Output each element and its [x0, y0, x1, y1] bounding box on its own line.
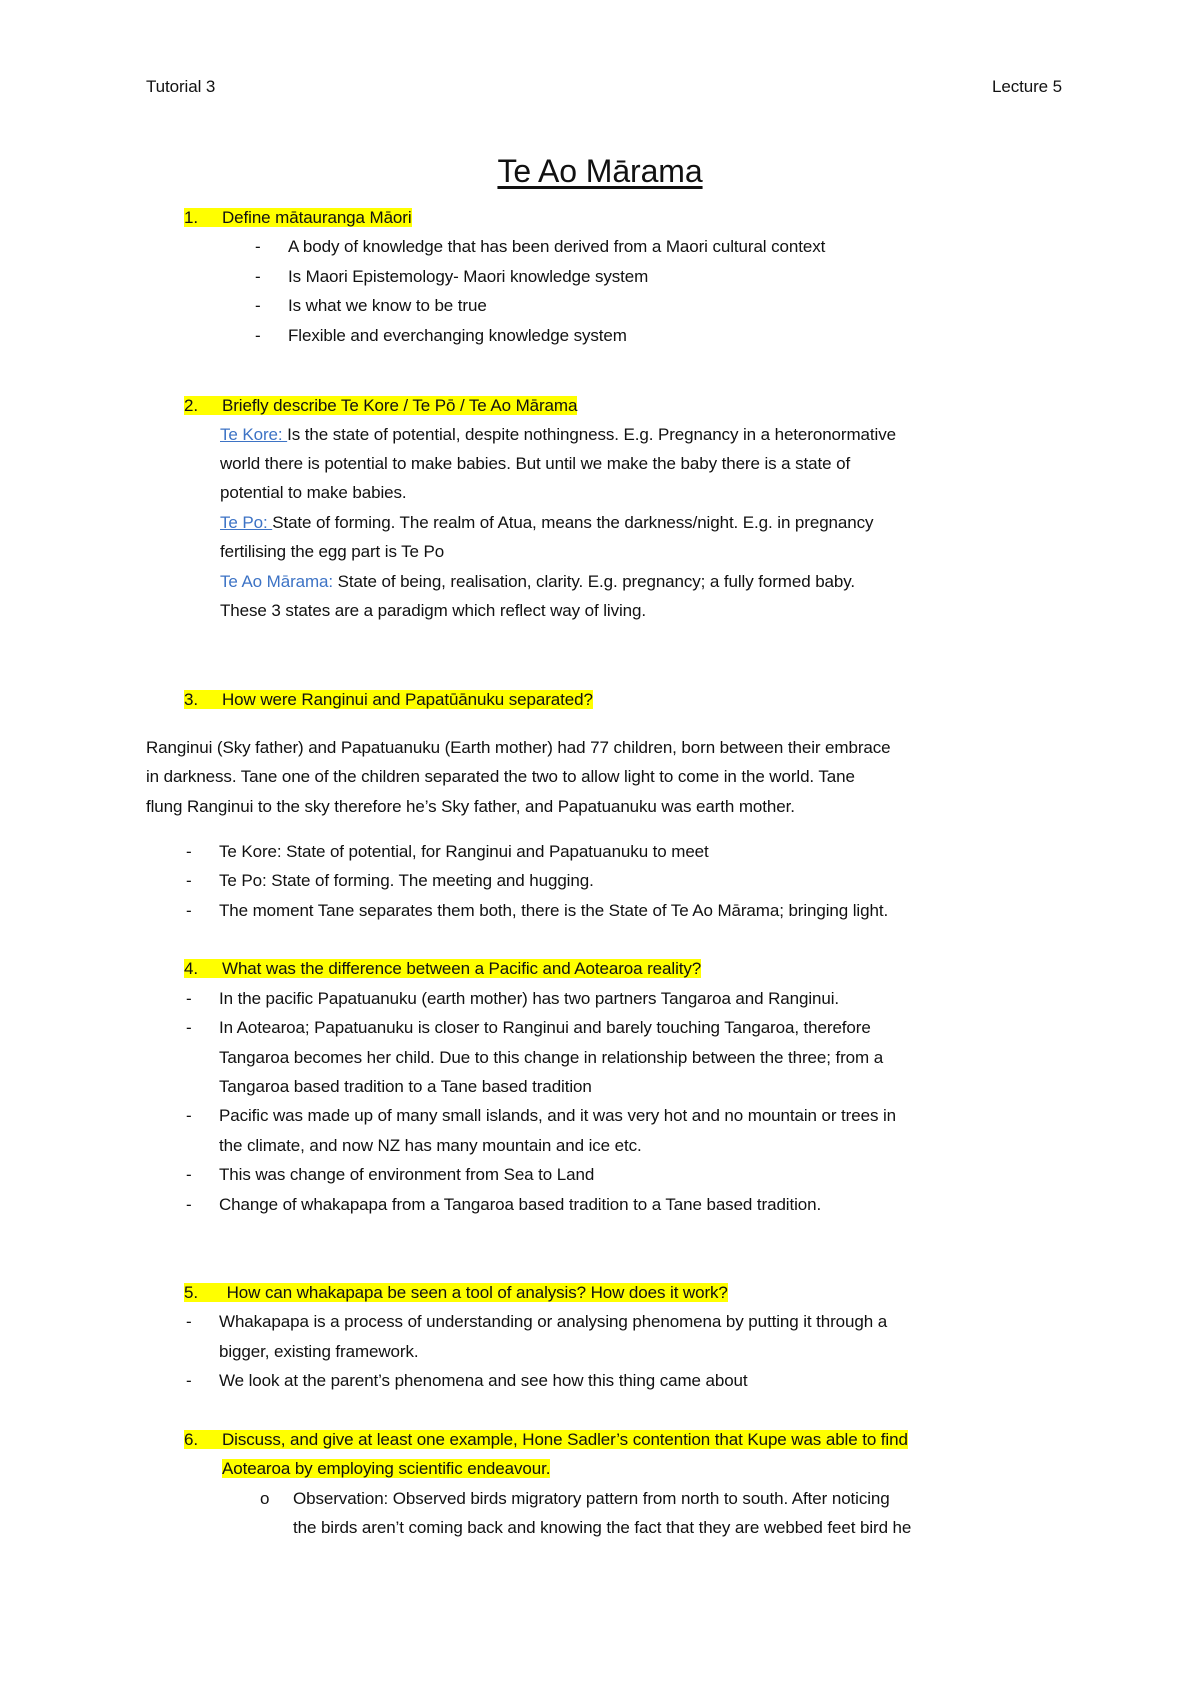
list-item	[255, 295, 487, 317]
list-item-text: We look at the parent’s phenomena and see how this thing came about	[219, 1371, 748, 1390]
list-item	[186, 1164, 594, 1186]
list-item	[255, 266, 648, 288]
list-item	[255, 325, 627, 347]
list-item-text: Is Maori Epistemology- Maori knowledge system	[288, 267, 649, 286]
list-item	[186, 1370, 748, 1392]
circle-bullet-marker: o	[260, 1489, 270, 1508]
definition-text: Is the state of potential, despite nothingness. E.g. Pregnancy in a heteronormative	[287, 425, 896, 444]
list-item	[186, 900, 888, 922]
definition-text: State of forming. The realm of Atua, means the darkness/night. E.g. in pregnancy	[272, 513, 874, 532]
question-4	[184, 958, 701, 980]
dash-marker: -	[186, 1106, 192, 1125]
question-3-highlight	[184, 690, 593, 709]
paragraph-line: flung Ranginui to the sky therefore he’s Sky father, and Papatuanuku was earth mother.	[146, 797, 795, 816]
list-item-text: Whakapapa is a process of understanding or analysing phenomena by putting it through a	[219, 1312, 888, 1331]
dash-marker: -	[186, 842, 192, 861]
list-item-text: In the pacific Papatuanuku (earth mother) has two partners Tangaroa and Ranginui.	[219, 989, 840, 1008]
list-item-text: Observation: Observed birds migratory pattern from north to south. After noticing	[293, 1489, 890, 1508]
list-item-text: In Aotearoa; Papatuanuku is closer to Ranginui and barely touching Tangaroa, therefore	[219, 1018, 871, 1037]
list-item-text: Te Kore: State of potential, for Ranginui and Papatuanuku to meet	[219, 842, 709, 861]
te-kore-label: Te Kore:	[220, 425, 288, 444]
dash-marker: -	[186, 1018, 192, 1037]
list-item	[255, 236, 825, 258]
list-item-text: Pacific was made up of many small islands, and it was very hot and no mountain or trees in	[219, 1106, 897, 1125]
te-kore-line	[220, 424, 896, 446]
question-text: Discuss, and give at least one example, Hone Sadler’s contention that Kupe was able to find	[222, 1430, 908, 1449]
question-1	[184, 207, 412, 229]
dash-marker: -	[186, 871, 192, 890]
question-5	[184, 1282, 728, 1304]
list-item-continuation: Tangaroa becomes her child. Due to this change in relationship between the three; from a	[219, 1048, 884, 1067]
question-4-highlight	[184, 959, 701, 978]
paragraph-line: Ranginui (Sky father) and Papatuanuku (Earth mother) had 77 children, born between their embrace	[146, 738, 891, 757]
question-text: Briefly describe Te Kore / Te Pō / Te Ao Mārama	[222, 396, 578, 415]
definition-text: fertilising the egg part is Te Po	[220, 542, 445, 561]
list-item	[186, 841, 709, 863]
paragraph-line: in darkness. Tane one of the children separated the two to allow light to come in the world. Tane	[146, 767, 855, 786]
dash-marker: -	[186, 989, 192, 1008]
te-po-line	[220, 512, 873, 534]
question-6-continuation	[222, 1458, 550, 1480]
definition-text: potential to make babies.	[220, 483, 407, 502]
page-title: Te Ao Mārama	[497, 153, 703, 189]
question-text: Define mātauranga Māori	[222, 208, 412, 227]
list-item	[186, 1311, 887, 1333]
list-item-text: Is what we know to be true	[288, 296, 487, 315]
question-text: What was the difference between a Pacific and Aotearoa reality?	[222, 959, 702, 978]
question-number: 4.	[184, 959, 198, 978]
question-number: 5.	[184, 1283, 198, 1302]
list-item	[186, 1194, 821, 1216]
question-number: 6.	[184, 1430, 198, 1449]
header-left: Tutorial 3	[146, 77, 216, 96]
list-item-continuation: Tangaroa based tradition to a Tane based tradition	[219, 1077, 592, 1096]
question-number: 1.	[184, 208, 198, 227]
question-3	[184, 689, 593, 711]
dash-marker: -	[186, 901, 192, 920]
list-item	[186, 1017, 871, 1039]
dash-marker: -	[186, 1195, 192, 1214]
sub-list-item	[260, 1488, 890, 1510]
dash-marker: -	[255, 296, 261, 315]
question-6	[184, 1429, 908, 1451]
question-number: 2.	[184, 396, 198, 415]
list-item-text: The moment Tane separates them both, there is the State of Te Ao Mārama; bringing light.	[219, 901, 889, 920]
definition-text: world there is potential to make babies. But until we make the baby there is a state of	[220, 454, 851, 473]
question-text: How were Ranginui and Papatūānuku separated?	[222, 690, 593, 709]
list-item-continuation: the climate, and now NZ has many mountain and ice etc.	[219, 1136, 642, 1155]
te-po-label: Te Po:	[220, 513, 273, 532]
question-6-highlight: Aotearoa by employing scientific endeavour.	[222, 1459, 551, 1478]
list-item-text: Change of whakapapa from a Tangaroa based tradition to a Tane based tradition.	[219, 1195, 822, 1214]
list-item-text: Te Po: State of forming. The meeting and hugging.	[219, 871, 594, 890]
dash-marker: -	[255, 326, 261, 345]
summary-text: These 3 states are a paradigm which reflect way of living.	[220, 601, 647, 620]
dash-marker: -	[255, 267, 261, 286]
list-item	[186, 870, 594, 892]
question-2-highlight	[184, 396, 577, 415]
question-1-highlight	[184, 208, 412, 227]
question-number: 3.	[184, 690, 198, 709]
dash-marker: -	[255, 237, 261, 256]
dash-marker: -	[186, 1165, 192, 1184]
question-text: How can whakapapa be seen a tool of analysis? How does it work?	[222, 1283, 728, 1302]
list-item	[186, 988, 839, 1010]
dash-marker: -	[186, 1312, 192, 1331]
definition-text: State of being, realisation, clarity. E.g. pregnancy; a fully formed baby.	[337, 572, 856, 591]
list-item-continuation: bigger, existing framework.	[219, 1342, 419, 1361]
question-2	[184, 395, 577, 417]
dash-marker: -	[186, 1371, 192, 1390]
te-ao-marama-label: Te Ao Mārama:	[220, 572, 338, 591]
list-item-text: This was change of environment from Sea to Land	[219, 1165, 595, 1184]
header-right: Lecture 5	[992, 77, 1062, 96]
list-item-text: A body of knowledge that has been derived from a Maori cultural context	[288, 237, 826, 256]
list-item-text: Flexible and everchanging knowledge system	[288, 326, 627, 345]
question-5-highlight	[184, 1283, 728, 1302]
list-item-continuation: the birds aren’t coming back and knowing the fact that they are webbed feet bird he	[293, 1518, 912, 1537]
te-ao-marama-line	[220, 571, 855, 593]
list-item	[186, 1105, 896, 1127]
question-6-highlight	[184, 1430, 908, 1449]
